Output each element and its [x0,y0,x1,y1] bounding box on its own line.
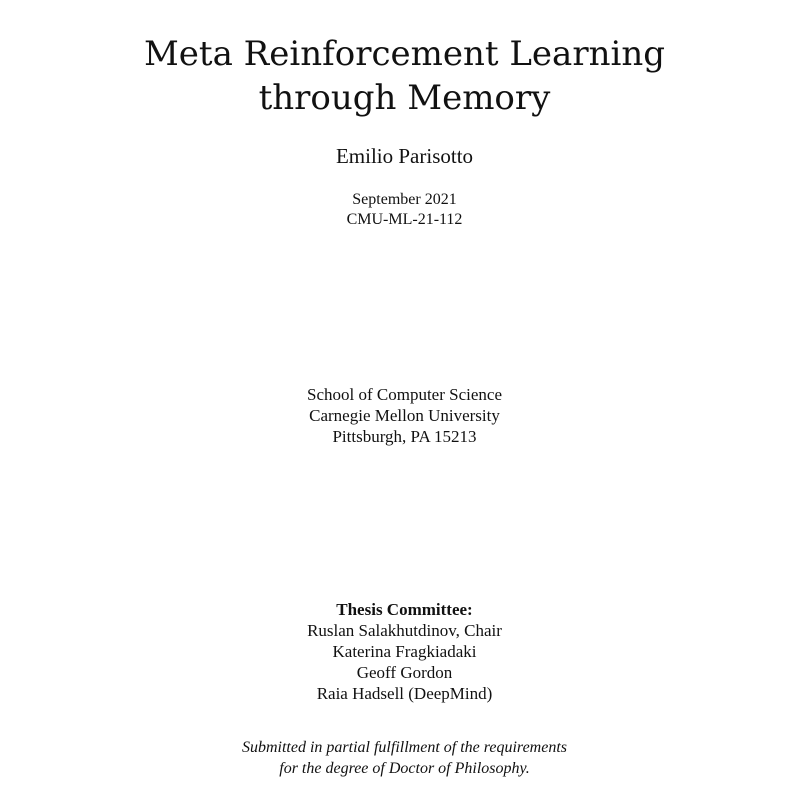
report-meta [0,190,809,230]
committee-member: Raia Hadsell (DeepMind) [316,684,493,703]
report-number: CMU-ML-21-112 [346,211,463,228]
committee-member: Ruslan Salakhutdinov, Chair [307,621,502,640]
submission-line-1: Submitted in partial fulfillment of the requirements [241,739,567,756]
affiliation [0,384,809,447]
thesis-committee [0,599,809,704]
report-date: September 2021 [352,191,457,208]
affiliation-address: Pittsburgh, PA 15213 [332,427,477,446]
affiliation-school: School of Computer Science [307,385,502,404]
submission-statement [0,737,809,779]
submission-line-2: for the degree of Doctor of Philosophy. [279,760,530,777]
author-name: Emilio Parisotto [335,144,474,168]
committee-member: Geoff Gordon [356,663,453,682]
thesis-title-line-2: through Memory [258,78,551,118]
thesis-title [0,32,809,120]
committee-member: Katerina Fragkiadaki [332,642,477,661]
committee-heading: Thesis Committee: [336,600,473,619]
affiliation-university: Carnegie Mellon University [309,406,500,425]
thesis-title-line-1: Meta Reinforcement Learning [143,34,666,74]
